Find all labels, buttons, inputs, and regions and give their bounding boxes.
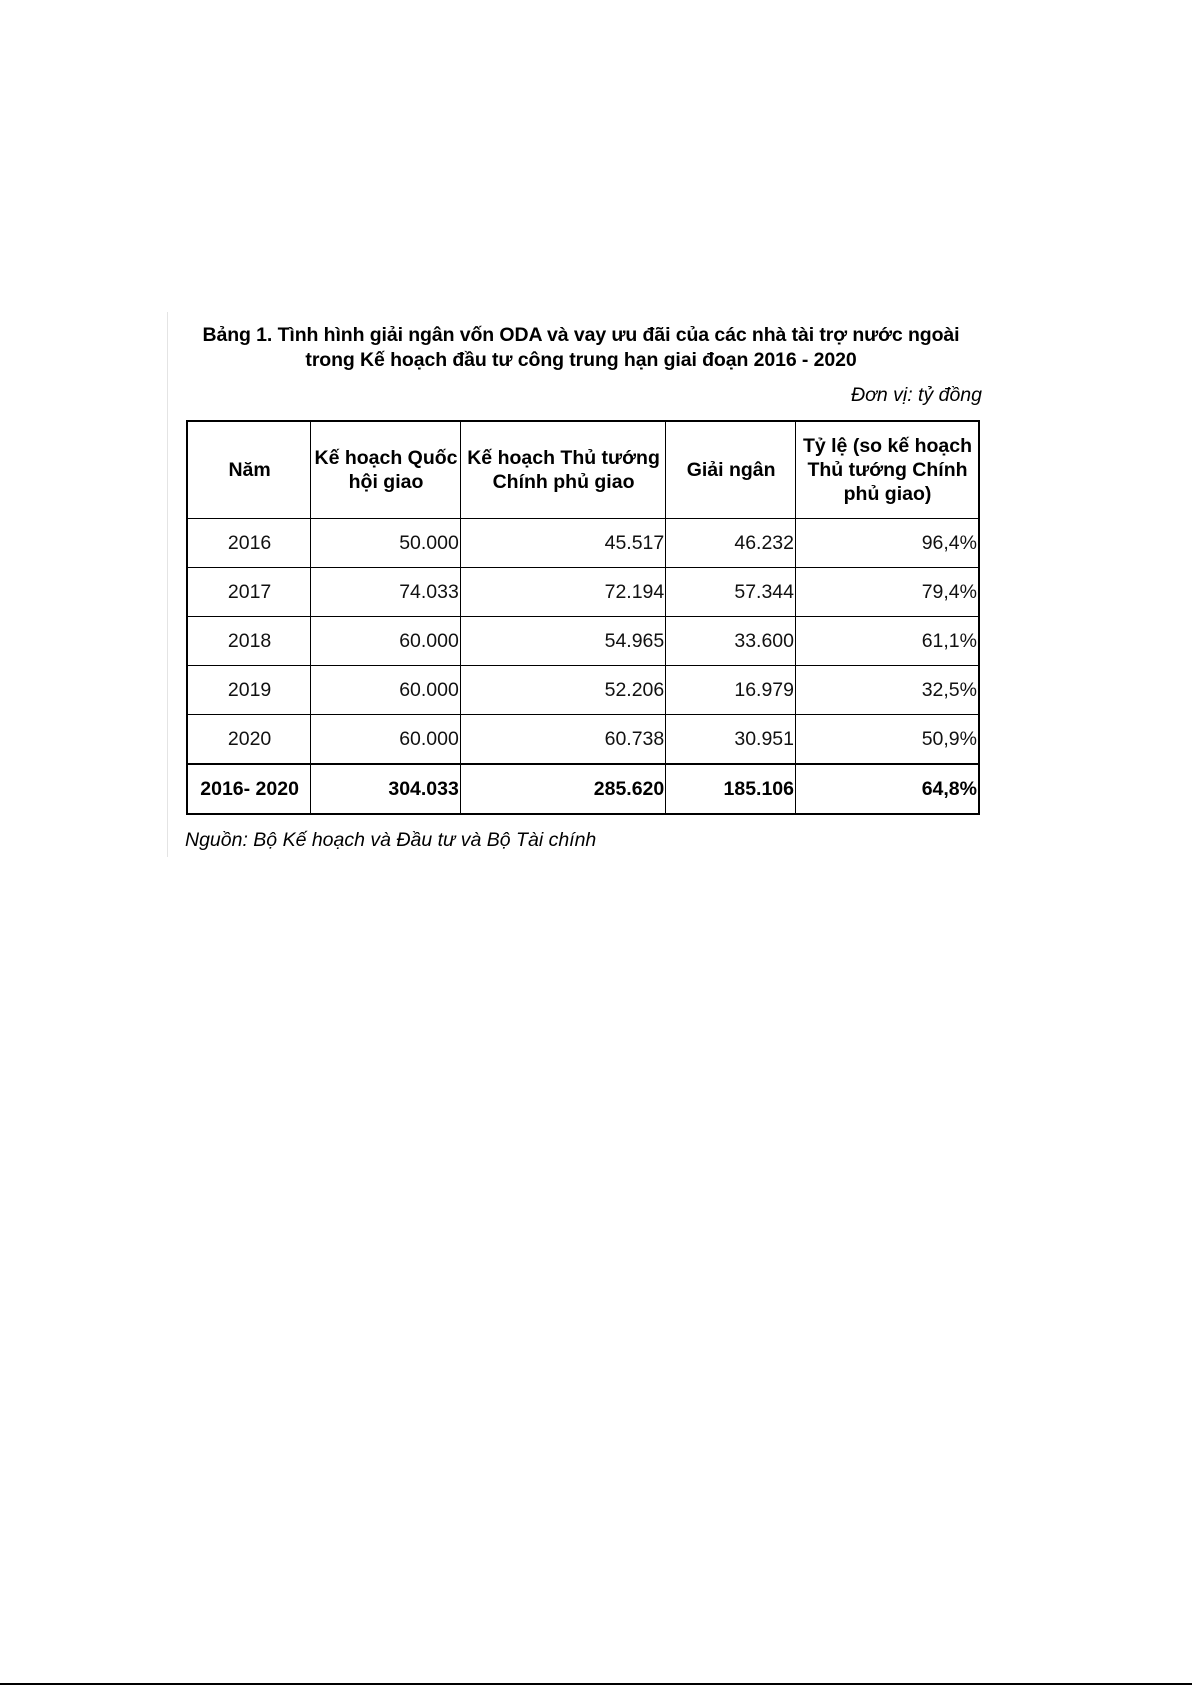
ratio-cell: 96,4% bbox=[796, 519, 980, 568]
total-period-cell: 2016- 2020 bbox=[187, 764, 311, 814]
prime-minister-plan-cell: 54.965 bbox=[460, 617, 665, 666]
page-edge-line bbox=[167, 312, 168, 857]
table-title bbox=[176, 323, 986, 373]
prime-minister-plan-cell: 52.206 bbox=[460, 666, 665, 715]
table-row bbox=[187, 568, 979, 617]
year-cell: 2017 bbox=[187, 568, 311, 617]
header-prime-minister-plan: Kế hoạch Thủ tướng Chính phủ giao bbox=[460, 421, 665, 519]
header-year: Năm bbox=[187, 421, 311, 519]
national-assembly-plan-cell: 50.000 bbox=[311, 519, 461, 568]
year-cell: 2016 bbox=[187, 519, 311, 568]
ratio-cell: 50,9% bbox=[796, 715, 980, 765]
header-national-assembly-plan: Kế hoạch Quốc hội giao bbox=[311, 421, 461, 519]
table-row bbox=[187, 666, 979, 715]
disbursement-cell: 16.979 bbox=[666, 666, 796, 715]
table-title-line-2: trong Kế hoạch đầu tư công trung hạn giai đoạn 2016 - 2020 bbox=[305, 349, 857, 371]
national-assembly-plan-cell: 60.000 bbox=[311, 715, 461, 765]
header-ratio: Tỷ lệ (so kế hoạch Thủ tướng Chính phủ giao) bbox=[796, 421, 980, 519]
year-cell: 2018 bbox=[187, 617, 311, 666]
table-row bbox=[187, 617, 979, 666]
national-assembly-plan-cell: 60.000 bbox=[311, 617, 461, 666]
disbursement-cell: 46.232 bbox=[666, 519, 796, 568]
total-row bbox=[187, 764, 979, 814]
ratio-cell: 79,4% bbox=[796, 568, 980, 617]
header-row bbox=[187, 421, 979, 519]
disbursement-cell: 30.951 bbox=[666, 715, 796, 765]
year-cell: 2020 bbox=[187, 715, 311, 765]
table-row bbox=[187, 519, 979, 568]
disbursement-cell: 33.600 bbox=[666, 617, 796, 666]
prime-minister-plan-cell: 72.194 bbox=[460, 568, 665, 617]
table-row bbox=[187, 715, 979, 765]
oda-disbursement-table bbox=[186, 420, 980, 815]
ratio-cell: 61,1% bbox=[796, 617, 980, 666]
table-title-line-1: Bảng 1. Tình hình giải ngân vốn ODA và vay ưu đãi của các nhà tài trợ nước ngoài bbox=[202, 324, 960, 346]
prime-minister-plan-cell: 45.517 bbox=[460, 519, 665, 568]
national-assembly-plan-cell: 60.000 bbox=[311, 666, 461, 715]
disbursement-cell: 57.344 bbox=[666, 568, 796, 617]
ratio-cell: 32,5% bbox=[796, 666, 980, 715]
source-note: Nguồn: Bộ Kế hoạch và Đầu tư và Bộ Tài chính bbox=[185, 829, 597, 851]
total-prime-minister-plan-cell: 285.620 bbox=[460, 764, 665, 814]
prime-minister-plan-cell: 60.738 bbox=[460, 715, 665, 765]
header-disbursement: Giải ngân bbox=[666, 421, 796, 519]
total-national-assembly-plan-cell: 304.033 bbox=[311, 764, 461, 814]
total-disbursement-cell: 185.106 bbox=[666, 764, 796, 814]
national-assembly-plan-cell: 74.033 bbox=[311, 568, 461, 617]
unit-note: Đơn vị: tỷ đồng bbox=[850, 384, 982, 406]
year-cell: 2019 bbox=[187, 666, 311, 715]
total-ratio-cell: 64,8% bbox=[796, 764, 980, 814]
